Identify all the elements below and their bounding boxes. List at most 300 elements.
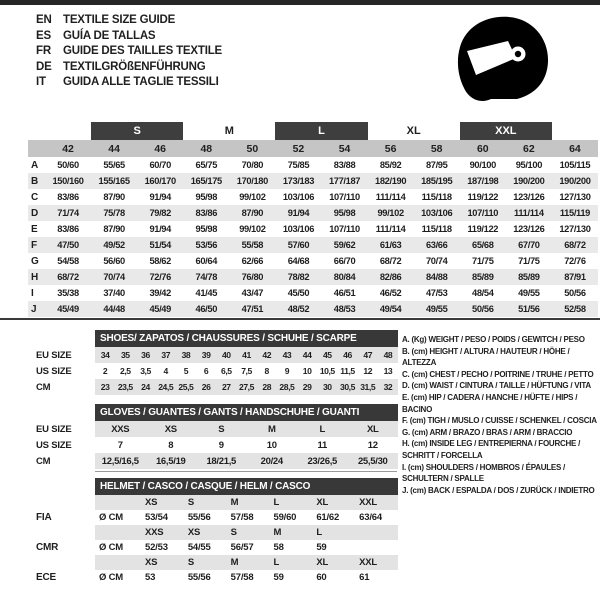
shoes-title-row xyxy=(28,330,398,347)
cell: 6,5 xyxy=(220,366,232,376)
helmet-title-row xyxy=(28,478,398,495)
row-label: CM xyxy=(36,381,51,393)
helmet-data-row xyxy=(28,570,398,585)
cell: 68/72 xyxy=(379,256,402,266)
cell: 53 xyxy=(145,572,156,583)
cell: 26 xyxy=(201,382,211,392)
cell: 28 xyxy=(262,382,272,392)
size-cell: XXS xyxy=(145,527,164,538)
cell: 182/190 xyxy=(375,176,407,186)
size-header-cell: 60 xyxy=(476,142,489,155)
cell: 127/130 xyxy=(559,224,591,234)
unit-cell: Ø CM xyxy=(99,542,124,553)
helmet-data-row xyxy=(28,540,398,555)
cell: 23,5 xyxy=(117,382,133,392)
legend-item: D. (cm) WAIST / CINTURA / TAILLE / HÜFTUNG / VITA xyxy=(402,381,591,391)
cell: 107/110 xyxy=(329,192,360,202)
row-letter: C xyxy=(31,191,39,203)
cell: 2 xyxy=(102,366,108,376)
cell: 74/78 xyxy=(195,272,218,282)
cell: 46 xyxy=(343,350,352,360)
row-letter: E xyxy=(31,223,38,235)
cell: 99/102 xyxy=(239,192,266,202)
cell: 9 xyxy=(284,366,290,376)
row-label: FIA xyxy=(36,512,52,523)
cell: 55/65 xyxy=(103,160,125,170)
size-header-cell: 64 xyxy=(569,142,581,155)
row-letter: B xyxy=(31,175,39,187)
cell: 60 xyxy=(316,572,327,583)
cell: 53/54 xyxy=(145,512,168,523)
size-cell: M xyxy=(273,527,282,538)
size-header-cell: 42 xyxy=(62,142,74,155)
gloves-divider-line xyxy=(95,471,397,472)
cell: 95/100 xyxy=(515,160,543,170)
unit-cell: Ø CM xyxy=(99,512,124,523)
cell: 123/126 xyxy=(513,192,545,202)
cell: 99/102 xyxy=(377,208,404,218)
cell: 91/94 xyxy=(287,208,310,218)
cell: 23/26,5 xyxy=(307,455,338,467)
legend-item: C. (cm) CHEST / PECHO / POITRINE / TRUHE / PETTO xyxy=(402,369,594,379)
size-cell: S xyxy=(230,527,237,538)
size-cell: S xyxy=(187,497,194,508)
row-label: CMR xyxy=(36,542,59,553)
cell: 103/106 xyxy=(282,224,315,234)
cell: 50/56 xyxy=(564,288,586,298)
size-cell: S xyxy=(187,557,194,568)
cell: 75/78 xyxy=(103,208,125,218)
cell: 72/76 xyxy=(564,256,586,266)
cell: 41 xyxy=(242,350,251,360)
textile-measurement-rows xyxy=(28,157,598,317)
cell: 170/180 xyxy=(236,176,268,186)
row-values xyxy=(95,453,398,469)
cell: 37 xyxy=(161,350,171,360)
row-label: ECE xyxy=(36,572,56,583)
cell: 80/84 xyxy=(333,272,356,282)
helmet-rows xyxy=(28,495,398,585)
language-row xyxy=(36,29,222,45)
cell: 41/45 xyxy=(195,288,218,298)
size-header-cell: 52 xyxy=(292,142,305,155)
cell: 49/52 xyxy=(103,240,125,250)
cell: 87/90 xyxy=(103,224,125,234)
cell: 95/98 xyxy=(195,192,218,202)
row-label: EU SIZE xyxy=(36,423,72,435)
cell: 91/94 xyxy=(149,224,171,234)
cell: 18/21,5 xyxy=(206,455,237,467)
data-values xyxy=(95,540,398,555)
cell: 12 xyxy=(363,366,373,376)
cell: 32 xyxy=(383,382,393,392)
cell: 10,5 xyxy=(319,366,335,376)
row-letter: D xyxy=(31,207,39,219)
cell: 71/75 xyxy=(518,256,540,266)
cell: 60/70 xyxy=(149,160,171,170)
size-header-cell: 48 xyxy=(200,142,213,155)
cell: 53/56 xyxy=(195,240,218,250)
size-cell: XL xyxy=(316,497,329,508)
cell: 52/58 xyxy=(564,304,586,314)
size-group-label: L xyxy=(275,122,367,140)
row-values xyxy=(95,363,398,379)
table-row xyxy=(28,363,398,379)
cell: 55/56 xyxy=(187,572,211,583)
top-border-bar xyxy=(0,0,600,5)
cell: 62/66 xyxy=(241,256,264,266)
size-group-label: M xyxy=(224,125,234,137)
legend-item: E. (cm) HIP / CADERA / HANCHE / HÜFTE / HIPS / BACINO xyxy=(402,392,578,414)
cell: 43/47 xyxy=(241,288,264,298)
language-title: GUÍA DE TALLAS xyxy=(63,29,156,42)
spacer xyxy=(28,404,95,421)
cell: 48/54 xyxy=(472,288,494,298)
table-row xyxy=(28,453,398,469)
cell: 12 xyxy=(367,439,378,451)
cell: 115/119 xyxy=(559,208,591,218)
cell: 11 xyxy=(317,439,327,451)
row-label: US SIZE xyxy=(36,439,72,451)
cell: 95/98 xyxy=(195,224,218,234)
cell: 43 xyxy=(282,350,292,360)
cell: 8 xyxy=(168,439,174,451)
cell: 65/75 xyxy=(195,160,218,170)
table-row xyxy=(28,347,398,363)
helmet-sizes-row xyxy=(28,555,398,570)
cell: 45/49 xyxy=(149,304,171,314)
language-title-list xyxy=(36,13,222,91)
cell: 123/126 xyxy=(513,224,545,234)
size-cell: XXL xyxy=(359,497,378,508)
textile-row xyxy=(28,301,598,317)
shoes-table xyxy=(28,330,398,395)
table-row xyxy=(28,437,398,453)
language-title: GUIDA ALLE TAGLIE TESSILI xyxy=(63,76,219,88)
cell: 155/165 xyxy=(98,176,130,186)
cell: 7 xyxy=(117,439,123,451)
legend-item: I. (cm) SHOULDERS / HOMBROS / ÉPAULES / SCHULTERN / SPALLE xyxy=(402,462,566,484)
spacer xyxy=(28,330,95,347)
cell: 160/170 xyxy=(144,176,176,186)
row-values xyxy=(95,437,398,453)
cell: 64/68 xyxy=(287,256,310,266)
cell: 59 xyxy=(316,542,327,553)
cell: 3,5 xyxy=(140,366,151,376)
cell: 90/100 xyxy=(469,160,496,170)
helmet-icon xyxy=(450,14,562,109)
row-letter: F xyxy=(31,239,38,251)
cell: 48 xyxy=(383,350,393,360)
cell: 177/187 xyxy=(328,176,361,186)
cell: 103/106 xyxy=(421,208,453,218)
language-code: DE xyxy=(36,60,52,73)
cell: 25,5 xyxy=(178,382,194,392)
cell: 87/90 xyxy=(241,208,264,218)
cell: 51/56 xyxy=(518,304,540,314)
cell: 70/74 xyxy=(425,256,448,266)
size-group-empty xyxy=(28,122,91,140)
language-row xyxy=(36,44,222,60)
cell: 84/88 xyxy=(425,272,448,282)
sizes-values xyxy=(95,495,398,510)
cell: 25,5/30 xyxy=(357,455,388,467)
cell: 119/122 xyxy=(467,192,499,202)
spacer xyxy=(28,555,95,570)
helmet-table-title: HELMET / CASCO / CASQUE / HELM / CASCO xyxy=(95,478,398,495)
cell: 31,5 xyxy=(360,382,376,392)
cell: 12,5/16,5 xyxy=(101,455,139,467)
cell: 52/53 xyxy=(145,542,168,553)
cell: M xyxy=(267,423,276,435)
cell: 66/70 xyxy=(333,256,356,266)
legend-item: B. (cm) HEIGHT / ALTURA / HAUTEUR / HÖHE / ALTEZZA xyxy=(402,346,570,368)
sizes-values xyxy=(95,525,398,540)
cell: 59 xyxy=(273,572,284,583)
language-code: FR xyxy=(36,45,51,57)
cell: 46/50 xyxy=(195,304,218,314)
section-divider xyxy=(0,318,600,320)
legend-item: G. (cm) ARM / BRAZO / BRAS / ARM / BRACCIO xyxy=(402,427,573,437)
cell: L xyxy=(319,423,325,435)
cell: 185/195 xyxy=(421,176,453,186)
row-letter: G xyxy=(31,255,39,267)
size-header-cell: 50 xyxy=(246,142,259,155)
cell: 59/60 xyxy=(273,512,297,523)
cell: 54/58 xyxy=(57,256,79,266)
cell: 67/70 xyxy=(518,240,540,250)
cell: 38 xyxy=(181,350,191,360)
row-values xyxy=(95,347,398,363)
cell: XS xyxy=(164,423,177,435)
cell: 150/160 xyxy=(52,176,84,186)
cell: 8 xyxy=(264,366,269,376)
spacer xyxy=(28,525,95,540)
cell: 47 xyxy=(363,350,373,360)
unit-cell: Ø CM xyxy=(99,572,124,583)
cell: 99/102 xyxy=(239,224,266,234)
size-cell: M xyxy=(230,557,239,568)
textile-row xyxy=(28,221,598,237)
cell: 63/64 xyxy=(359,512,382,523)
cell: 57/58 xyxy=(230,572,254,583)
row-letter: A xyxy=(31,159,39,171)
textile-row xyxy=(28,189,598,205)
cell: 45/49 xyxy=(57,304,79,314)
cell: 115/118 xyxy=(421,192,452,202)
cell: 36 xyxy=(141,350,150,360)
size-cell: L xyxy=(273,497,280,508)
cell: 44 xyxy=(302,350,312,360)
cell: 58/62 xyxy=(149,256,171,266)
cell: 85/92 xyxy=(379,160,402,170)
cell: 119/122 xyxy=(467,224,499,234)
spacer xyxy=(28,478,95,495)
language-row xyxy=(36,60,222,76)
helmet-sizes-row xyxy=(28,525,398,540)
cell: 111/114 xyxy=(375,192,406,202)
cell: 24,5 xyxy=(158,382,174,392)
row-letter: I xyxy=(31,287,34,299)
row-label: EU SIZE xyxy=(36,349,72,361)
cell: 56/60 xyxy=(103,256,125,266)
table-row xyxy=(28,379,398,395)
cell: 30,5 xyxy=(340,382,355,392)
language-code: EN xyxy=(36,14,52,26)
cell: 57/60 xyxy=(287,240,310,250)
cell: 85/89 xyxy=(472,272,494,282)
language-code: ES xyxy=(36,29,51,42)
size-number-row xyxy=(28,140,598,157)
cell: 28,5 xyxy=(279,382,295,392)
data-values xyxy=(95,510,398,525)
cell: 103/106 xyxy=(282,192,315,202)
cell: 83/86 xyxy=(57,224,79,234)
cell: 82/86 xyxy=(379,272,402,282)
cell: 83/86 xyxy=(195,208,218,218)
cell: 16,5/19 xyxy=(155,455,186,467)
cell: 85/89 xyxy=(518,272,540,282)
textile-row xyxy=(28,173,598,189)
cell: 46/51 xyxy=(333,288,356,298)
cell: 44/48 xyxy=(103,304,125,314)
cell: 115/118 xyxy=(421,224,452,234)
cell: 58 xyxy=(273,542,284,553)
cell: S xyxy=(218,423,225,435)
cell: 87/90 xyxy=(103,192,125,202)
cell: 55/58 xyxy=(241,240,264,250)
cell: 111/114 xyxy=(514,208,544,218)
cell: 48/52 xyxy=(287,304,310,314)
size-group-label: S xyxy=(91,122,183,140)
cell: 27,5 xyxy=(239,382,254,392)
cell: 30 xyxy=(322,382,332,392)
cell: 91/94 xyxy=(149,192,171,202)
size-cell: XXL xyxy=(359,557,378,568)
sizes-values xyxy=(95,555,398,570)
cell: 61/63 xyxy=(379,240,402,250)
cell: 9 xyxy=(218,439,224,451)
cell: 2,5 xyxy=(119,366,131,376)
helmet-sizes-row xyxy=(28,495,398,510)
cell: 95/98 xyxy=(333,208,356,218)
legend-item: A. (Kg) WEIGHT / PESO / POIDS / GEWITCH / PESO xyxy=(402,335,585,344)
cell: 76/80 xyxy=(241,272,264,282)
textile-row xyxy=(28,237,598,253)
row-values xyxy=(95,379,398,395)
textile-row xyxy=(28,253,598,269)
size-group-empty xyxy=(552,122,598,140)
shoes-table-title: SHOES/ ZAPATOS / CHAUSSURES / SCHUHE / SCARPE xyxy=(95,330,398,347)
cell: 49/55 xyxy=(425,304,448,314)
size-cell: XS xyxy=(187,527,201,538)
cell: 49/55 xyxy=(518,288,540,298)
cell: 11,5 xyxy=(340,366,355,376)
cell: 50/60 xyxy=(57,160,79,170)
cell: 48/53 xyxy=(333,304,356,314)
cell: 10 xyxy=(266,439,277,451)
cell: 71/75 xyxy=(472,256,494,266)
size-group-label: XL xyxy=(406,125,421,137)
cell: 79/82 xyxy=(149,208,171,218)
cell: 54/55 xyxy=(187,542,211,553)
cell: 68/72 xyxy=(564,240,586,250)
language-row xyxy=(36,13,222,29)
language-code: IT xyxy=(36,76,46,88)
row-label: CM xyxy=(36,455,51,467)
cell: 7,5 xyxy=(241,366,252,376)
cell: 39 xyxy=(201,350,211,360)
legend-item: H. (cm) INSIDE LEG / ENTREPIERNA / FOURCHE / SCHRITT / FORCELLA xyxy=(402,439,581,460)
cell: 13 xyxy=(383,366,393,376)
cell: 34 xyxy=(100,350,110,360)
cell: 10 xyxy=(302,366,312,376)
language-title: GUIDE DES TAILLES TEXTILE xyxy=(63,45,222,57)
size-header-cell: 46 xyxy=(154,142,167,155)
cell: 72/76 xyxy=(149,272,171,282)
cell: 75/85 xyxy=(287,160,310,170)
measurement-legend xyxy=(402,334,599,496)
textile-row xyxy=(28,285,598,301)
cell: 24 xyxy=(141,382,150,392)
cell: 127/130 xyxy=(559,192,591,202)
cell: 46/52 xyxy=(379,288,402,298)
textile-row xyxy=(28,269,598,285)
language-title: TEXTILGRÖßENFÜHRUNG xyxy=(63,60,206,73)
cell: XXS xyxy=(111,423,130,435)
cell: 78/82 xyxy=(287,272,310,282)
size-header-cell: 54 xyxy=(338,142,351,155)
textile-row xyxy=(28,205,598,221)
cell: 39/42 xyxy=(149,288,171,298)
cell: 29 xyxy=(302,382,312,392)
data-values xyxy=(95,570,398,585)
gloves-table-title: GLOVES / GUANTES / GANTS / HANDSCHUHE / GUANTI xyxy=(95,404,398,421)
size-group-label: XXL xyxy=(460,122,552,140)
cell: 83/86 xyxy=(57,192,79,202)
language-row xyxy=(36,75,222,91)
cell: XL xyxy=(366,423,379,435)
size-header-cell: 56 xyxy=(384,142,397,155)
cell: 47/51 xyxy=(241,304,264,314)
helmet-data-row xyxy=(28,510,398,525)
cell: 55/56 xyxy=(187,512,211,523)
row-letter: J xyxy=(31,303,37,315)
cell: 187/198 xyxy=(467,176,499,186)
cell: 49/54 xyxy=(379,304,402,314)
cell: 4 xyxy=(163,366,168,376)
cell: 87/91 xyxy=(564,272,586,282)
cell: 60/64 xyxy=(195,256,218,266)
spacer xyxy=(28,495,95,510)
row-label: US SIZE xyxy=(36,365,72,377)
cell: 45/50 xyxy=(287,288,310,298)
table-row xyxy=(28,421,398,437)
gloves-title-row xyxy=(28,404,398,421)
size-cell: XL xyxy=(316,557,329,568)
cell: 63/66 xyxy=(425,240,448,250)
cell: 27 xyxy=(221,382,231,392)
cell: 35/38 xyxy=(57,288,79,298)
cell: 190/200 xyxy=(513,176,545,186)
language-title: TEXTILE SIZE GUIDE xyxy=(63,14,176,26)
cell: 47/53 xyxy=(425,288,448,298)
size-header-cell: 44 xyxy=(108,142,120,155)
cell: 51/54 xyxy=(149,240,171,250)
cell: 5 xyxy=(183,366,189,376)
cell: 57/58 xyxy=(230,512,254,523)
cell: 37/40 xyxy=(103,288,125,298)
